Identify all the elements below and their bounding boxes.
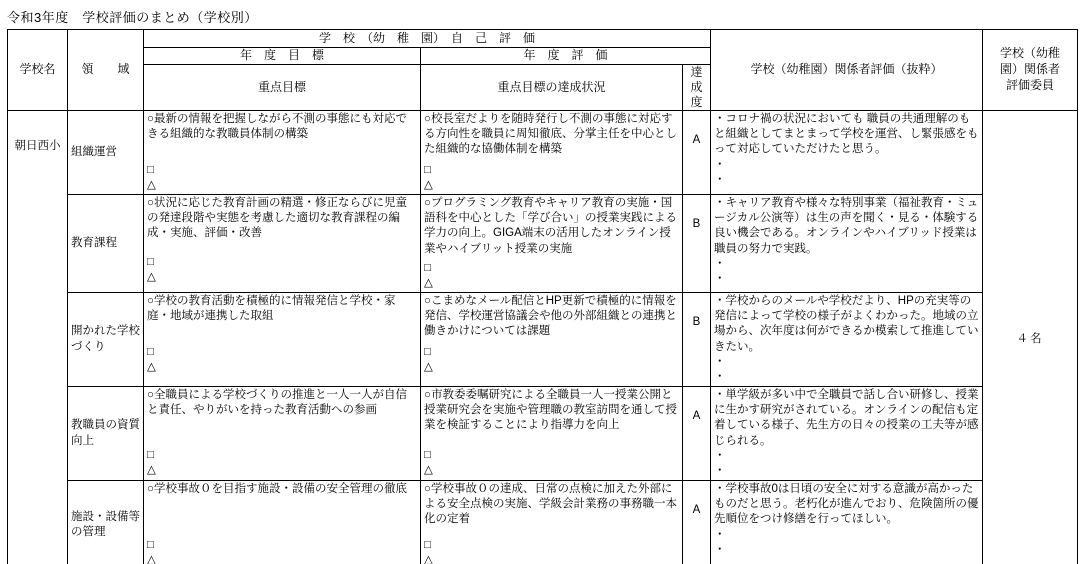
eval-text: ・学校事故0は日頃の安全に対する意識が高かったものだと思う。老朽化が進んでおり、危険箇所の優先順位をつけ修繕を行ってほしい。 xyxy=(714,483,979,526)
stakeholder-eval-cell xyxy=(711,481,983,564)
domain-cell: 開かれた学校づくり xyxy=(68,293,144,387)
status-cell xyxy=(421,387,683,481)
goal-cell xyxy=(144,387,421,481)
table-row xyxy=(8,481,1078,564)
domain-cell: 組織運営 xyxy=(68,111,144,195)
bullet-mark: ・ xyxy=(714,370,726,383)
triangle-mark: △ xyxy=(147,270,156,283)
eval-text: ・キャリア教育や様々な特別事業（福祉教育・ミュージカル公演等）は生の声を聞く・見る・体験する良い機会である。オンラインやハイブリッド授業は職員の努力で実践。 xyxy=(714,197,979,255)
header-annual-goal: 年 度 目 標 xyxy=(144,48,421,65)
triangle-mark: △ xyxy=(147,360,156,373)
header-committee: 学校（幼稚園）関係者評価委員 xyxy=(983,30,1078,111)
status-cell xyxy=(421,481,683,564)
eval-text: ・単学級が多い中で全職員で話し合い研修し、授業に生かす研究がされている。オンラインの配信も定着している様子、先生方の日々の授業の工夫等が感じられる。 xyxy=(714,389,979,447)
table-row xyxy=(8,111,1078,195)
status-text: ○学校事故０の達成、日常の点検に加えた外部による安全点検の実施、学級会計業務の事務職一本化の定着 xyxy=(424,483,677,526)
goal-text: ○状況に応じた教育計画の精選・修正ならびに児童の発達段階や実態を考慮した適切な教育課程の編成・実施、評価・改善 xyxy=(147,197,407,240)
status-cell xyxy=(421,293,683,387)
eval-text: ・学校からのメールや学校だより、HPの充実等の発信によって学校の様子がよくわかった。地域の立場から、次年度は何ができるか模索して推進していきたい。 xyxy=(714,295,979,353)
triangle-mark: △ xyxy=(424,360,433,373)
bullet-mark: ・ xyxy=(714,173,726,186)
domain-cell: 教職員の資質向上 xyxy=(68,387,144,481)
goal-text: ○学校の教育活動を積極的に情報発信と学校・家庭・地域が連携した取組 xyxy=(147,295,396,323)
committee-count-cell: ４名 xyxy=(983,111,1078,564)
achievement-grade: B xyxy=(683,293,711,387)
square-mark: □ xyxy=(147,163,154,176)
bullet-mark: ・ xyxy=(714,449,726,462)
header-achievement-level xyxy=(683,65,711,111)
square-mark: □ xyxy=(147,345,154,358)
bullet-mark: ・ xyxy=(714,158,726,171)
bullet-mark: ・ xyxy=(714,257,726,270)
goal-cell xyxy=(144,111,421,195)
square-mark: □ xyxy=(424,538,431,551)
bullet-mark: ・ xyxy=(714,543,726,556)
table-row xyxy=(8,387,1078,481)
triangle-mark: △ xyxy=(424,276,433,289)
goal-text: ○学校事故０を目指す施設・設備の安全管理の徹底 xyxy=(147,483,407,496)
square-mark: □ xyxy=(424,448,431,461)
status-text: ○プログラミング教育やキャリア教育の実施・国語科を中心とした「学び合い」の授業実践による学力の向上。GIGA端末の活用したオンライン授業やハイブリット授業の実施 xyxy=(424,197,677,255)
triangle-mark: △ xyxy=(424,553,433,564)
stakeholder-eval-cell xyxy=(711,387,983,481)
square-mark: □ xyxy=(147,255,154,268)
stakeholder-eval-cell xyxy=(711,195,983,293)
bullet-mark: ・ xyxy=(714,528,726,541)
goal-text: ○最新の情報を把握しながら不測の事態にも対応できる組織的な教職員体制の構築 xyxy=(147,113,407,141)
eval-text: ・コロナ禍の状況においても 職員の共通理解のもと組織としてまとまって学校を運営、し緊張感をもって対応していただけたと思う。 xyxy=(714,113,979,156)
goal-cell xyxy=(144,293,421,387)
status-text: ○こまめなメール配信とHP更新で積極的に情報を発信、学校運営協議会や他の外部組織との連携と働きかけについては課題 xyxy=(424,295,677,338)
school-evaluation-table xyxy=(7,29,1078,564)
square-mark: □ xyxy=(424,345,431,358)
triangle-mark: △ xyxy=(147,178,156,191)
square-mark: □ xyxy=(424,163,431,176)
square-mark: □ xyxy=(424,261,431,274)
goal-text: ○全職員による学校づくりの推進と一人一人が自信と責任、やりがいを持った教育活動への参画 xyxy=(147,389,407,417)
status-text: ○校長室だよりを随時発行し不測の事態に対応する方向性を職員に周知徹底、分掌主任を中心とした組織的な協働体制を構築 xyxy=(424,113,677,156)
stakeholder-eval-cell xyxy=(711,111,983,195)
header-domain: 領 域 xyxy=(68,30,144,111)
school-name-cell: 朝日西小 xyxy=(8,111,68,564)
domain-cell: 施設・設備等の管理 xyxy=(68,481,144,564)
achievement-grade: A xyxy=(683,111,711,195)
header-goal-achievement: 重点目標の達成状況 xyxy=(421,65,683,111)
bullet-mark: ・ xyxy=(714,464,726,477)
bullet-mark: ・ xyxy=(714,272,726,285)
achievement-grade: B xyxy=(683,195,711,293)
goal-cell xyxy=(144,195,421,293)
achievement-grade: A xyxy=(683,481,711,564)
square-mark: □ xyxy=(147,448,154,461)
goal-cell xyxy=(144,481,421,564)
header-stakeholder-evaluation: 学校（幼稚園）関係者評価（抜粋） xyxy=(711,30,983,111)
header-annual-evaluation: 年 度 評 価 xyxy=(421,48,711,65)
table-row xyxy=(8,293,1078,387)
status-cell xyxy=(421,195,683,293)
document-title: 令和3年度 学校評価のまとめ（学校別） xyxy=(7,10,258,25)
table-row xyxy=(8,195,1078,293)
header-school-name: 学校名 xyxy=(8,30,68,111)
triangle-mark: △ xyxy=(424,463,433,476)
bullet-mark: ・ xyxy=(714,355,726,368)
header-priority-goal: 重点目標 xyxy=(144,65,421,111)
status-text: ○市教委委嘱研究による全職員一人一授業公開と授業研究会を実施や管理職の教室訪問を通して授業を検証することにより指導力を向上 xyxy=(424,389,677,432)
header-self-evaluation: 学 校 （幼 稚 園） 自 己 評 価 xyxy=(144,30,711,48)
achievement-level-vertical-label: 達成度 xyxy=(690,65,703,109)
triangle-mark: △ xyxy=(147,553,156,564)
stakeholder-eval-cell xyxy=(711,293,983,387)
square-mark: □ xyxy=(147,538,154,551)
triangle-mark: △ xyxy=(147,463,156,476)
status-cell xyxy=(421,111,683,195)
domain-cell: 教育課程 xyxy=(68,195,144,293)
achievement-grade: A xyxy=(683,387,711,481)
triangle-mark: △ xyxy=(424,178,433,191)
